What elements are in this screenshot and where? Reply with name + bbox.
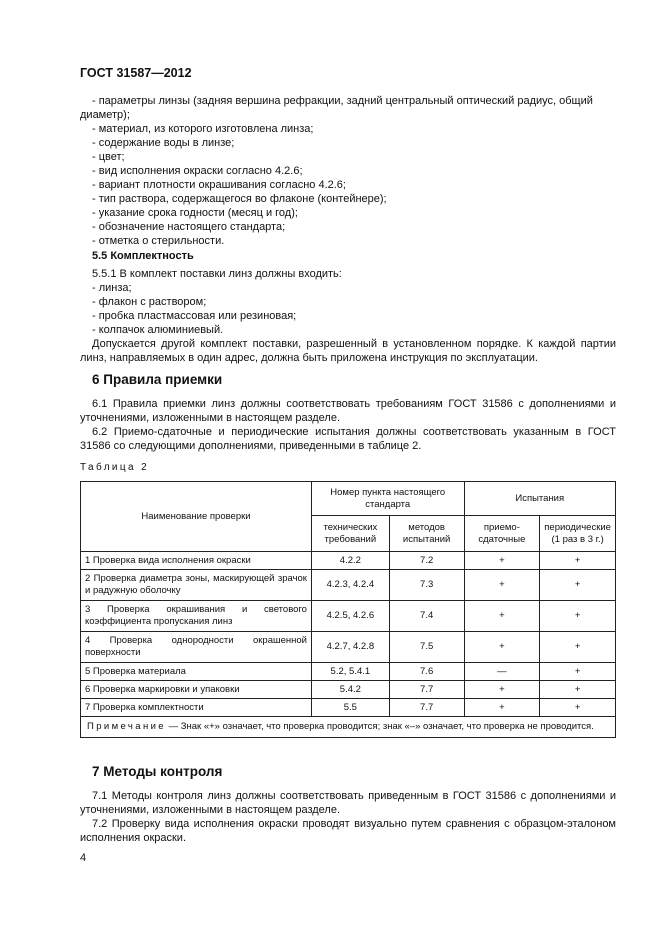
list-item: - тип раствора, содержащегося во флаконе (контейнере); (92, 193, 387, 205)
list-item: - пробка пластмассовая или резиновая; (92, 310, 297, 322)
table-cell: 3 Проверка окрашивания и светового коэффициента пропускания линз (81, 601, 312, 632)
table-header-clause: Номер пункта настоящего стандарта (311, 482, 464, 516)
table-cell: + (464, 601, 540, 632)
list-item: - линза; (92, 282, 132, 294)
paragraph (80, 337, 616, 365)
table-row (81, 681, 616, 699)
subsection-heading: 5.5 Комплектность (92, 250, 194, 262)
table-header-methods: методов испытаний (389, 516, 464, 552)
table-header-acceptance: приемо-сдаточные (464, 516, 540, 552)
note-label: Примечание (87, 721, 166, 732)
table-cell: + (540, 663, 616, 681)
table-cell: 7.2 (389, 552, 464, 570)
table-header-requirements: технических требований (311, 516, 389, 552)
table-cell: + (540, 570, 616, 601)
table-cell: + (540, 632, 616, 663)
table-cell: 4.2.7, 4.2.8 (311, 632, 389, 663)
table-caption: Таблица 2 (80, 462, 150, 473)
table-cell: 5 Проверка материала (81, 663, 312, 681)
table-cell: 4 Проверка однородности окрашенной поверхности (81, 632, 312, 663)
list-item: - параметры линзы (задняя вершина рефракции, задний центральный оптический радиус, общий (92, 95, 593, 107)
table-header-tests: Испытания (464, 482, 615, 516)
table-note (81, 717, 616, 738)
subsection-intro: 5.5.1 В комплект поставки линз должны входить: (92, 268, 342, 280)
list-item: - обозначение настоящего стандарта; (92, 221, 286, 233)
table-row (81, 601, 616, 632)
list-item: - флакон с раствором; (92, 296, 207, 308)
paragraph-text: 6.1 Правила приемки линз должны соответствовать требованиям ГОСТ 31586 с дополнениями и уточнениями, изложенными в настоящем разделе. (80, 398, 616, 424)
table-cell: + (464, 570, 540, 601)
table-cell: 7.3 (389, 570, 464, 601)
paragraph-text: 7.2 Проверку вида исполнения окраски проводят визуально путем сравнения с образцом-эталоном исполнения окраски. (80, 818, 616, 844)
table-header-name: Наименование проверки (81, 482, 312, 552)
table-cell: + (540, 681, 616, 699)
section-heading: 7 Методы контроля (92, 764, 223, 779)
table-cell: + (464, 552, 540, 570)
list-item-continuation: диаметр); (80, 109, 130, 121)
table-cell: + (540, 699, 616, 717)
table-cell: 7 Проверка комплектности (81, 699, 312, 717)
list-item: - колпачок алюминиевый. (92, 324, 224, 336)
table-cell: — (464, 663, 540, 681)
table-cell: + (464, 699, 540, 717)
table-cell: 6 Проверка маркировки и упаковки (81, 681, 312, 699)
document-header: ГОСТ 31587—2012 (80, 66, 192, 80)
paragraph-text: Допускается другой комплект поставки, разрешенный в установленном порядке. К каждой партии линз, направляемых в один адрес, должна быть приложена инструкция по эксплуатации. (80, 338, 616, 364)
list-item: - цвет; (92, 151, 125, 163)
list-item: - вид исполнения окраски согласно 4.2.6; (92, 165, 303, 177)
table-cell: 1 Проверка вида исполнения окраски (81, 552, 312, 570)
table-cell: 7.7 (389, 699, 464, 717)
table-cell: + (464, 681, 540, 699)
table-cell: 7.5 (389, 632, 464, 663)
table-cell: 5.5 (311, 699, 389, 717)
table-cell: 4.2.2 (311, 552, 389, 570)
table-cell: + (540, 552, 616, 570)
table-cell: 7.4 (389, 601, 464, 632)
table-cell: 7.7 (389, 681, 464, 699)
table-row (81, 552, 616, 570)
table-cell: 5.4.2 (311, 681, 389, 699)
table-note-row (81, 717, 616, 738)
list-item: - отметка о стерильности. (92, 235, 225, 247)
page-number: 4 (80, 852, 87, 864)
note-text: — Знак «+» означает, что проверка проводится; знак «–» означает, что проверка не проводится. (166, 721, 594, 732)
table-cell: 7.6 (389, 663, 464, 681)
list-item: - указание срока годности (месяц и год); (92, 207, 298, 219)
paragraph-text: 6.2 Приемо-сдаточные и периодические испытания должны соответствовать указанным в ГОСТ 31586 со следующими дополнениями, приведенными в таблице 2. (80, 426, 616, 452)
section-heading: 6 Правила приемки (92, 372, 223, 387)
list-item: - содержание воды в линзе; (92, 137, 235, 149)
table-cell: 5.2, 5.4.1 (311, 663, 389, 681)
list-item: - вариант плотности окрашивания согласно 4.2.6; (92, 179, 346, 191)
inspection-table (80, 481, 616, 738)
paragraph (80, 789, 616, 845)
table-row (81, 632, 616, 663)
table-cell: 4.2.5, 4.2.6 (311, 601, 389, 632)
table-row (81, 663, 616, 681)
table-cell: + (540, 601, 616, 632)
table-cell: 2 Проверка диаметра зоны, маскирующей зрачок и радужную оболочку (81, 570, 312, 601)
table-cell: 4.2.3, 4.2.4 (311, 570, 389, 601)
table-cell: + (464, 632, 540, 663)
paragraph (80, 397, 616, 453)
list-item: - материал, из которого изготовлена линза; (92, 123, 314, 135)
paragraph-text: 7.1 Методы контроля линз должны соответствовать приведенным в ГОСТ 31586 с дополнениями и уточнениями, изложенными в настоящем разделе. (80, 790, 616, 816)
table-row (81, 699, 616, 717)
table-row (81, 570, 616, 601)
table-header-periodic: периодические (1 раз в 3 г.) (540, 516, 616, 552)
